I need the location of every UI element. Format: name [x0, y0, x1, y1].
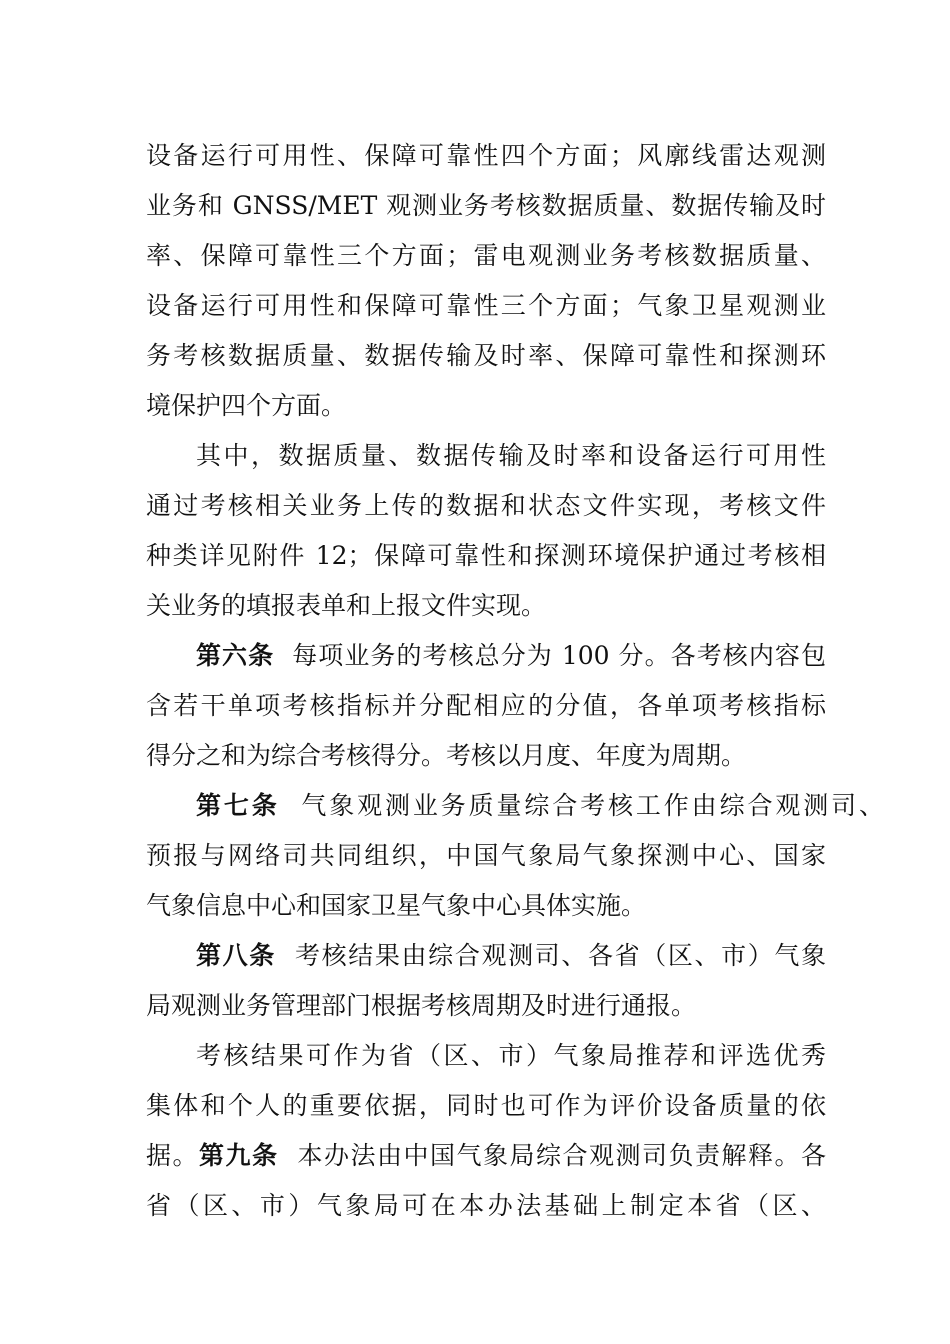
text-line: 气象信息中心和国家卫星气象中心具体实施。: [146, 891, 647, 920]
paragraph-end-text: 据。: [146, 1141, 200, 1170]
text-line: 设备运行可用性、保障可靠性四个方面；风廓线雷达观测: [146, 141, 826, 170]
text-line: 局观测业务管理部门根据考核周期及时进行通报。: [146, 991, 697, 1020]
text-line: 考核结果可作为省（区、市）气象局推荐和评选优秀: [196, 1041, 826, 1070]
article-7-line: [146, 781, 884, 831]
text-line: 关业务的填报表单和上报文件实现。: [146, 591, 547, 620]
text-line: 其中，数据质量、数据传输及时率和设备运行可用性: [196, 441, 826, 470]
article-9-line: [146, 1131, 826, 1181]
text-line: 业务和 GNSS/MET 观测业务考核数据质量、数据传输及时: [146, 191, 826, 220]
article-9-label: 第九条: [199, 1141, 279, 1170]
article-9-text: 本办法由中国气象局综合观测司负责解释。各: [297, 1141, 826, 1170]
text-line: 集体和个人的重要依据，同时也可作为评价设备质量的依: [146, 1091, 826, 1120]
text-line: 设备运行可用性和保障可靠性三个方面；气象卫星观测业: [146, 291, 826, 320]
article-6-label: 第六条: [196, 641, 275, 670]
article-8-label: 第八条: [196, 941, 276, 970]
text-line: 含若干单项考核指标并分配相应的分值，各单项考核指标: [146, 691, 826, 720]
text-line: 通过考核相关业务上传的数据和状态文件实现，考核文件: [146, 491, 826, 520]
text-line: 得分之和为综合考核得分。考核以月度、年度为周期。: [146, 741, 747, 770]
text-line: 预报与网络司共同组织，中国气象局气象探测中心、国家: [146, 841, 826, 870]
text-line: 境保护四个方面。: [146, 391, 347, 420]
text-line: 务考核数据质量、数据传输及时率、保障可靠性和探测环: [146, 341, 826, 370]
text-line: 省（区、市）气象局可在本办法基础上制定本省（区、: [146, 1191, 826, 1220]
document-body: [146, 131, 884, 1231]
article-6-text: 每项业务的考核总分为 100 分。各考核内容包: [292, 641, 826, 670]
article-6-line: [146, 631, 826, 681]
article-7-label: 第七条: [196, 791, 280, 820]
text-line: 率、保障可靠性三个方面；雷电观测业务考核数据质量、: [146, 241, 826, 270]
text-line: 种类详见附件 12；保障可靠性和探测环境保护通过考核相: [146, 541, 826, 570]
article-7-text: 气象观测业务质量综合考核工作由综合观测司、: [301, 791, 884, 820]
article-8-line: [146, 931, 826, 981]
article-8-text: 考核结果由综合观测司、各省（区、市）气象: [295, 941, 826, 970]
